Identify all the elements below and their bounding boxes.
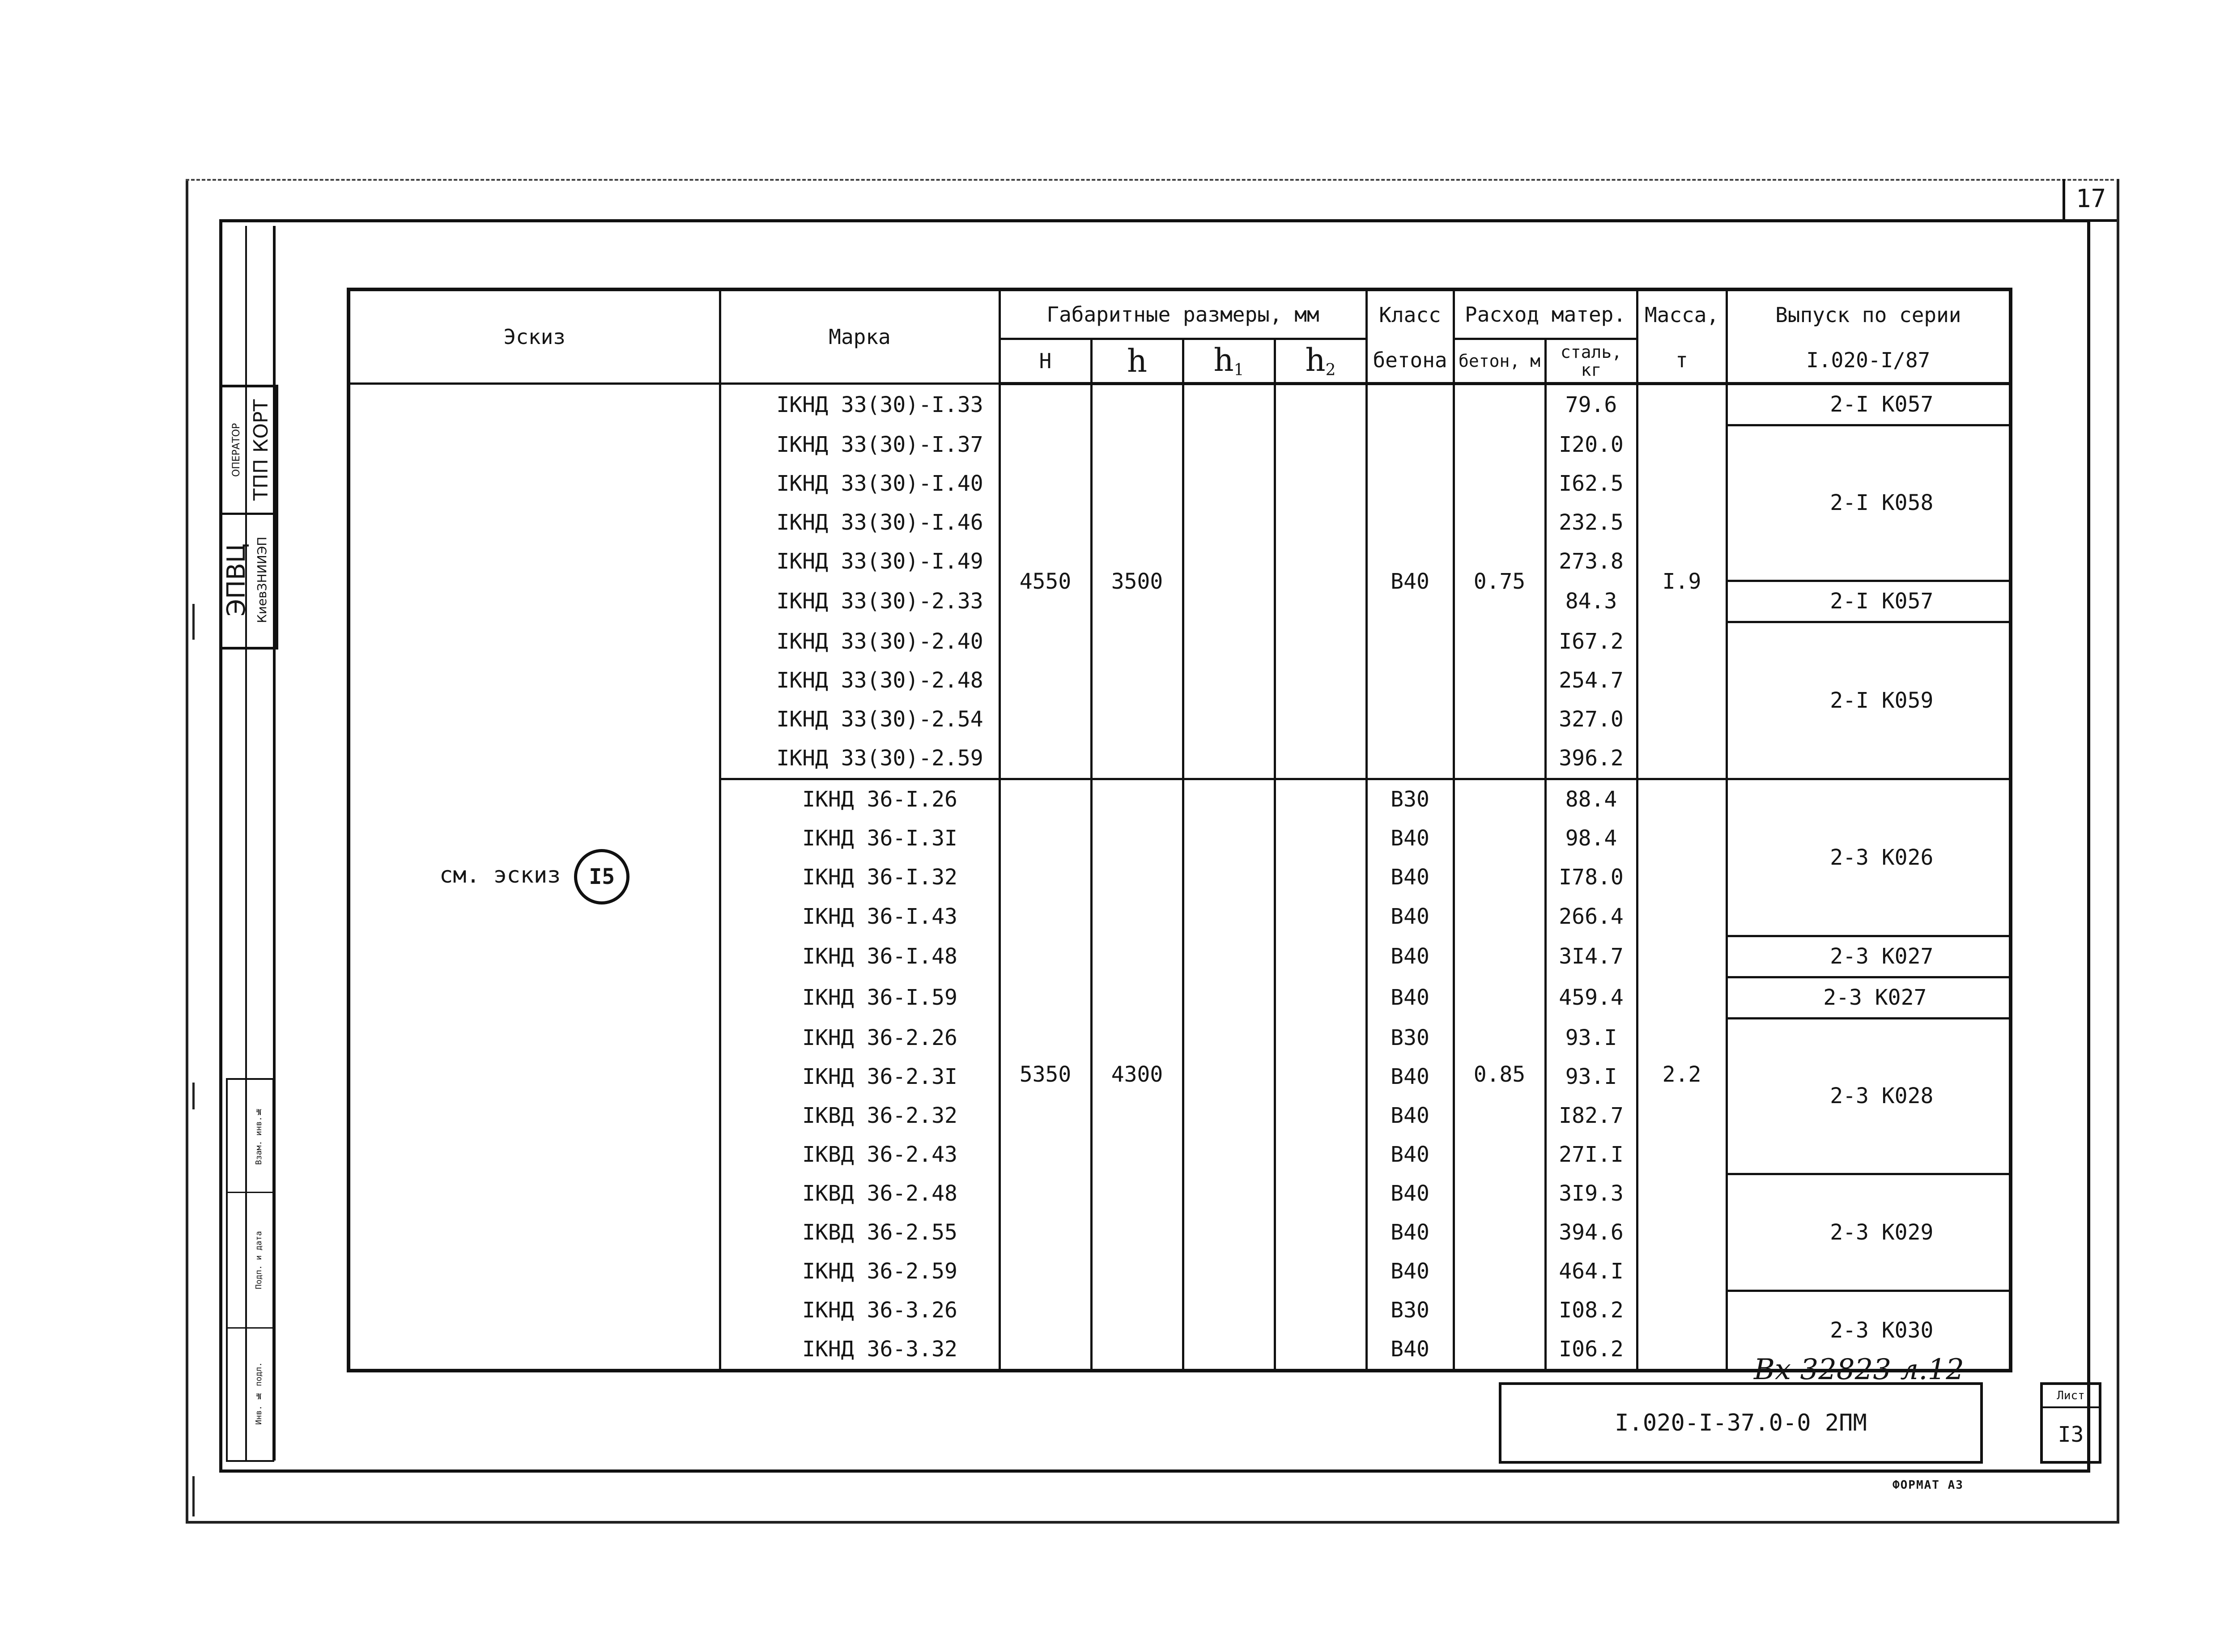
vypusk-cell: 2-I К057 (1727, 383, 2011, 425)
dim-h1-cell (1183, 779, 1275, 1371)
klass-cell: В40 (1366, 936, 1454, 977)
marka-cell: IКНД 33(30)-2.33 (720, 581, 999, 622)
marka-cell: IКНД 33(30)-I.40 (720, 464, 999, 503)
vypusk-cell: 2-3 К026 (1727, 779, 2011, 936)
box-label: Инв. № подл. (254, 1362, 264, 1425)
col-dim-h1-label: h (1213, 342, 1234, 379)
edge-tick (192, 1083, 195, 1109)
vypusk-cell: 2-I К059 (1727, 622, 2011, 779)
marka-cell: IКНД 36-I.32 (720, 858, 999, 897)
col-dim-h2-label: h (1305, 342, 1326, 379)
massa-cell: I.9 (1637, 383, 1727, 779)
col-dim-h (1091, 339, 1183, 383)
stal-cell: 232.5 (1545, 503, 1637, 542)
klass-cell: В30 (1366, 779, 1454, 819)
klass-cell: В40 (1366, 819, 1454, 858)
stal-cell: 396.2 (1545, 739, 1637, 779)
org-stamp (219, 385, 278, 650)
col-dims: Габаритные размеры, мм (999, 289, 1366, 339)
marka-cell: IКНД 33(30)-I.37 (720, 425, 999, 464)
stal-cell: 273.8 (1545, 542, 1637, 581)
stal-cell: 84.3 (1545, 581, 1637, 622)
stal-cell: I08.2 (1545, 1291, 1637, 1330)
col-dim-h-label: h (1127, 342, 1148, 379)
col-stal: сталь, кг (1545, 339, 1637, 383)
col-rashod: Расход матер. (1454, 289, 1637, 339)
klass-cell: В40 (1366, 383, 1454, 779)
box-label: Взам. инв.№ (254, 1107, 264, 1165)
klass-cell: В40 (1366, 1330, 1454, 1371)
beton-cell: 0.85 (1454, 779, 1545, 1371)
marka-cell: IКНД 33(30)-I.46 (720, 503, 999, 542)
col-klass-2: бетона (1366, 339, 1454, 383)
box-label: Подп. и дата (254, 1231, 264, 1290)
approval-boxes (226, 1078, 274, 1462)
doc-code: I.020-I-37.0-0 2ПМ (1499, 1382, 1983, 1464)
stal-cell: 254.7 (1545, 661, 1637, 700)
stal-cell: I06.2 (1545, 1330, 1637, 1371)
vypusk-cell: 2-3 К030 (1727, 1291, 2011, 1371)
stamp-operator-value: ТПП КОРТ (250, 399, 272, 501)
spec-table (347, 288, 2012, 1372)
stamp-operator-label: ОПЕРАТОР (231, 423, 242, 477)
klass-cell: В40 (1366, 1252, 1454, 1291)
stal-cell: 79.6 (1545, 383, 1637, 425)
col-massa-unit: т (1637, 339, 1727, 383)
stal-cell: I82.7 (1545, 1096, 1637, 1135)
marka-cell: IКВД 36-2.55 (720, 1213, 999, 1252)
klass-cell: В40 (1366, 1135, 1454, 1174)
marka-cell: IКНД 33(30)-I.49 (720, 542, 999, 581)
stal-cell: 327.0 (1545, 700, 1637, 739)
format-label: ФОРМАТ А3 (1893, 1478, 1964, 1492)
marka-cell: IКНД 36-I.59 (720, 977, 999, 1018)
klass-cell: В30 (1366, 1291, 1454, 1330)
marka-cell: IКНД 33(30)-2.54 (720, 700, 999, 739)
stal-cell: I67.2 (1545, 622, 1637, 661)
col-dim-h1 (1183, 339, 1275, 383)
klass-cell: В40 (1366, 1096, 1454, 1135)
stal-cell: 394.6 (1545, 1213, 1637, 1252)
sheet-number-cell (2040, 1382, 2101, 1464)
marka-cell: IКВД 36-2.43 (720, 1135, 999, 1174)
vypusk-cell: 2-3 К029 (1727, 1174, 2011, 1291)
klass-cell: В40 (1366, 1213, 1454, 1252)
table-row (349, 383, 2011, 425)
marka-cell: IКНД 36-3.32 (720, 1330, 999, 1371)
dim-h-cell: 3500 (1091, 383, 1183, 779)
col-vypusk: Выпуск по серии (1727, 289, 2011, 339)
stal-cell: 98.4 (1545, 819, 1637, 858)
stamp-org: ЭПВЦ (222, 543, 251, 616)
stamp-org-sub: КиевЗНИИЭП (255, 536, 269, 623)
marka-cell: IКНД 36-3.26 (720, 1291, 999, 1330)
marka-cell: IКНД 36-2.3I (720, 1057, 999, 1096)
sketch-ref: I5 (574, 849, 629, 905)
stal-cell: 93.I (1545, 1018, 1637, 1057)
klass-cell: В40 (1366, 858, 1454, 897)
marka-cell: IКВД 36-2.32 (720, 1096, 999, 1135)
vypusk-cell: 2-I К058 (1727, 425, 2011, 581)
marka-cell: IКНД 33(30)-2.40 (720, 622, 999, 661)
dim-h2-cell (1275, 383, 1366, 779)
marka-cell: IКНД 36-2.59 (720, 1252, 999, 1291)
col-beton: бетон, м (1454, 339, 1545, 383)
marka-cell: IКНД 36-2.26 (720, 1018, 999, 1057)
dim-h-cell: 4300 (1091, 779, 1183, 1371)
edge-tick (192, 1476, 195, 1516)
stal-cell: I20.0 (1545, 425, 1637, 464)
edge-tick (192, 604, 195, 640)
stal-cell: 464.I (1545, 1252, 1637, 1291)
stal-cell: 3I4.7 (1545, 936, 1637, 977)
col-vypusk-series: I.020-I/87 (1727, 339, 2011, 383)
col-dim-h2-sub: 2 (1325, 361, 1336, 380)
dim-H-cell: 5350 (999, 779, 1091, 1371)
col-sketch: Эскиз (349, 289, 720, 383)
col-massa: Масса, (1637, 289, 1727, 339)
stal-cell: 459.4 (1545, 977, 1637, 1018)
klass-cell: В40 (1366, 1174, 1454, 1213)
stal-cell: 88.4 (1545, 779, 1637, 819)
hand-note: Вх 32823 л.12 (1754, 1353, 1964, 1386)
klass-cell: В40 (1366, 1057, 1454, 1096)
col-marka: Марка (720, 289, 999, 383)
massa-cell: 2.2 (1637, 779, 1727, 1371)
vypusk-cell: 2-3 К027 (1727, 936, 2011, 977)
dim-h2-cell (1275, 779, 1366, 1371)
marka-cell: IКНД 36-I.48 (720, 936, 999, 977)
corner-sheet-number: 17 (2063, 179, 2117, 222)
marka-cell: IКНД 33(30)-2.59 (720, 739, 999, 779)
stal-cell: 93.I (1545, 1057, 1637, 1096)
stal-cell: 3I9.3 (1545, 1174, 1637, 1213)
sheet-number: I3 (2058, 1422, 2084, 1447)
col-dim-h1-sub: 1 (1233, 361, 1244, 380)
col-dim-h2 (1275, 339, 1366, 383)
klass-cell: В40 (1366, 977, 1454, 1018)
sketch-note: см. эскиз (439, 862, 561, 888)
marka-cell: IКНД 36-I.3I (720, 819, 999, 858)
beton-cell: 0.75 (1454, 383, 1545, 779)
marka-cell: IКНД 33(30)-2.48 (720, 661, 999, 700)
stamp-divider (222, 513, 276, 515)
col-dim-H: Н (999, 339, 1091, 383)
stal-cell: 27I.I (1545, 1135, 1637, 1174)
vypusk-cell: 2-3 К028 (1727, 1018, 2011, 1174)
marka-cell: IКНД 36-I.26 (720, 779, 999, 819)
marka-cell: IКВД 36-2.48 (720, 1174, 999, 1213)
vypusk-cell: 2-I К057 (1727, 581, 2011, 622)
stal-cell: I78.0 (1545, 858, 1637, 897)
col-klass: Класс (1366, 289, 1454, 339)
dim-h1-cell (1183, 383, 1275, 779)
stal-cell: 266.4 (1545, 897, 1637, 936)
marka-cell: IКНД 36-I.43 (720, 897, 999, 936)
stal-cell: I62.5 (1545, 464, 1637, 503)
outer-frame-top-edge (186, 179, 2114, 181)
klass-cell: В30 (1366, 1018, 1454, 1057)
sketch-cell (349, 383, 720, 1371)
marka-cell: IКНД 33(30)-I.33 (720, 383, 999, 425)
vypusk-cell: 2-3 К027 (1727, 977, 2011, 1018)
klass-cell: В40 (1366, 897, 1454, 936)
sheet-label: Лист (2043, 1385, 2099, 1408)
dim-H-cell: 4550 (999, 383, 1091, 779)
